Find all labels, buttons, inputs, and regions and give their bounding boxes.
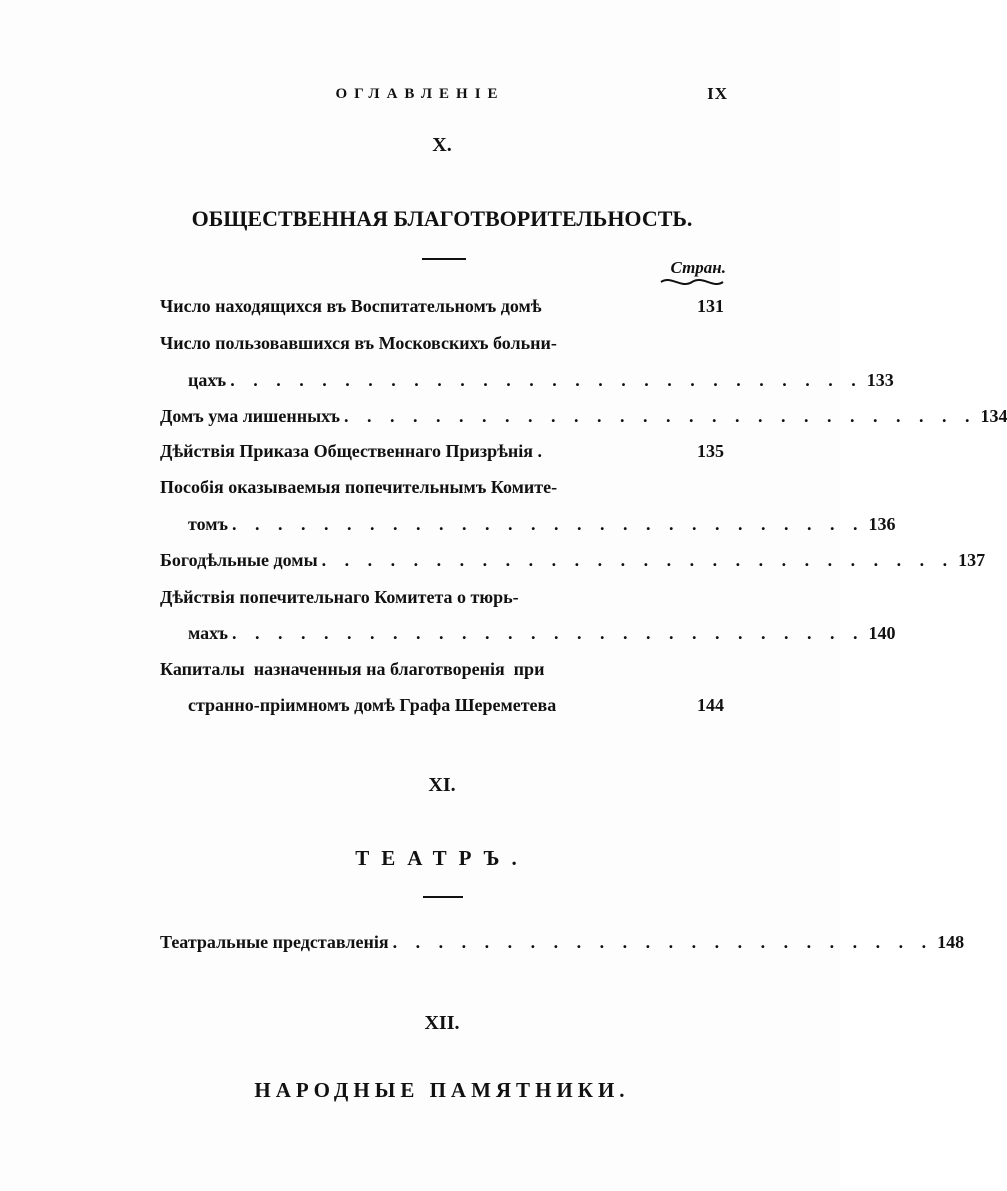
section-xii-title: НАРОДНЫЕ ПАМЯТНИКИ. [254,1078,630,1102]
toc-entry-page: 131 [697,296,724,316]
toc-entry-title: Число находящихся въ Воспитательномъ домѣ [160,296,542,316]
toc-entry-page: 134 [980,406,1007,426]
dot-leader: . . . . . . . . . . . . . . . . . . . . . . . . . . . . [231,623,865,643]
flourish-ornament [659,276,725,288]
toc-entry[interactable] [188,370,894,391]
toc-entry[interactable] [188,695,724,716]
toc-entry-page: 133 [866,370,894,390]
toc-entry-title: Театральные представленія [160,932,389,952]
toc-entry-page: 136 [868,514,896,534]
section-x-rule [422,258,466,260]
page-column-label: Стран. [670,258,726,277]
toc-entry[interactable] [188,623,896,644]
section-x-number: X. [432,134,452,156]
toc-entry[interactable] [160,550,986,571]
section-x-title: ОБЩЕСТВЕННАЯ БЛАГОТВОРИТЕЛЬНОСТЬ. [191,206,693,231]
toc-entry-title: Пособія оказываемыя попечительнымъ Комите- [160,477,558,497]
toc-entry-title-cont: цахъ [188,370,227,390]
toc-entry-title-cont: томъ [188,514,229,534]
toc-entry[interactable] [160,406,1007,427]
toc-entry-title: Домъ ума лишенныхъ [160,406,340,426]
section-xi-title: ТЕАТРЪ. [355,846,529,870]
toc-entry-title: Число пользовавшихся въ Московскихъ больни- [160,333,557,353]
toc-entry[interactable] [160,296,724,317]
dot-leader: . . . . . . . . . . . . . . . . . . . . . . . . . . . . [321,550,955,570]
dot-leader: . . . . . . . . . . . . . . . . . . . . . . . . . . . . [232,514,865,534]
toc-entry[interactable] [160,932,965,953]
toc-entry-page: 140 [868,623,896,643]
toc-entry-title: Богодѣльные домы [160,550,318,570]
toc-entry-page: 148 [937,932,965,952]
toc-entry[interactable] [160,441,724,462]
toc-entry-title: Капиталы назначенныя на благотворенія при [160,659,545,679]
page-number: IX [707,84,728,103]
toc-entry-page: 137 [958,550,986,570]
toc-entry-title-cont: махъ [188,623,228,643]
dot-leader: . . . . . . . . . . . . . . . . . . . . . . . . [392,932,934,952]
toc-entry-title: Дѣйствія Приказа Общественнаго Призрѣнія . [160,441,543,461]
section-xii-number: XII. [424,1012,460,1034]
running-head: ОГЛАВЛЕНІЕ [335,86,505,102]
toc-entry-page: 144 [697,695,724,715]
toc-entry-title-cont: странно-пріимномъ домѣ Графа Шереметева [188,695,557,715]
toc-entry-page: 135 [697,441,724,461]
dot-leader: . . . . . . . . . . . . . . . . . . . . . . . . . . . . [343,406,977,426]
toc-entry-title: Дѣйствія попечительнаго Комитета о тюрь- [160,587,519,607]
dot-leader: . . . . . . . . . . . . . . . . . . . . . . . . . . . . [230,370,863,390]
section-xi-number: XI. [428,774,456,796]
toc-entry[interactable] [188,514,896,535]
section-xi-rule [423,896,463,898]
